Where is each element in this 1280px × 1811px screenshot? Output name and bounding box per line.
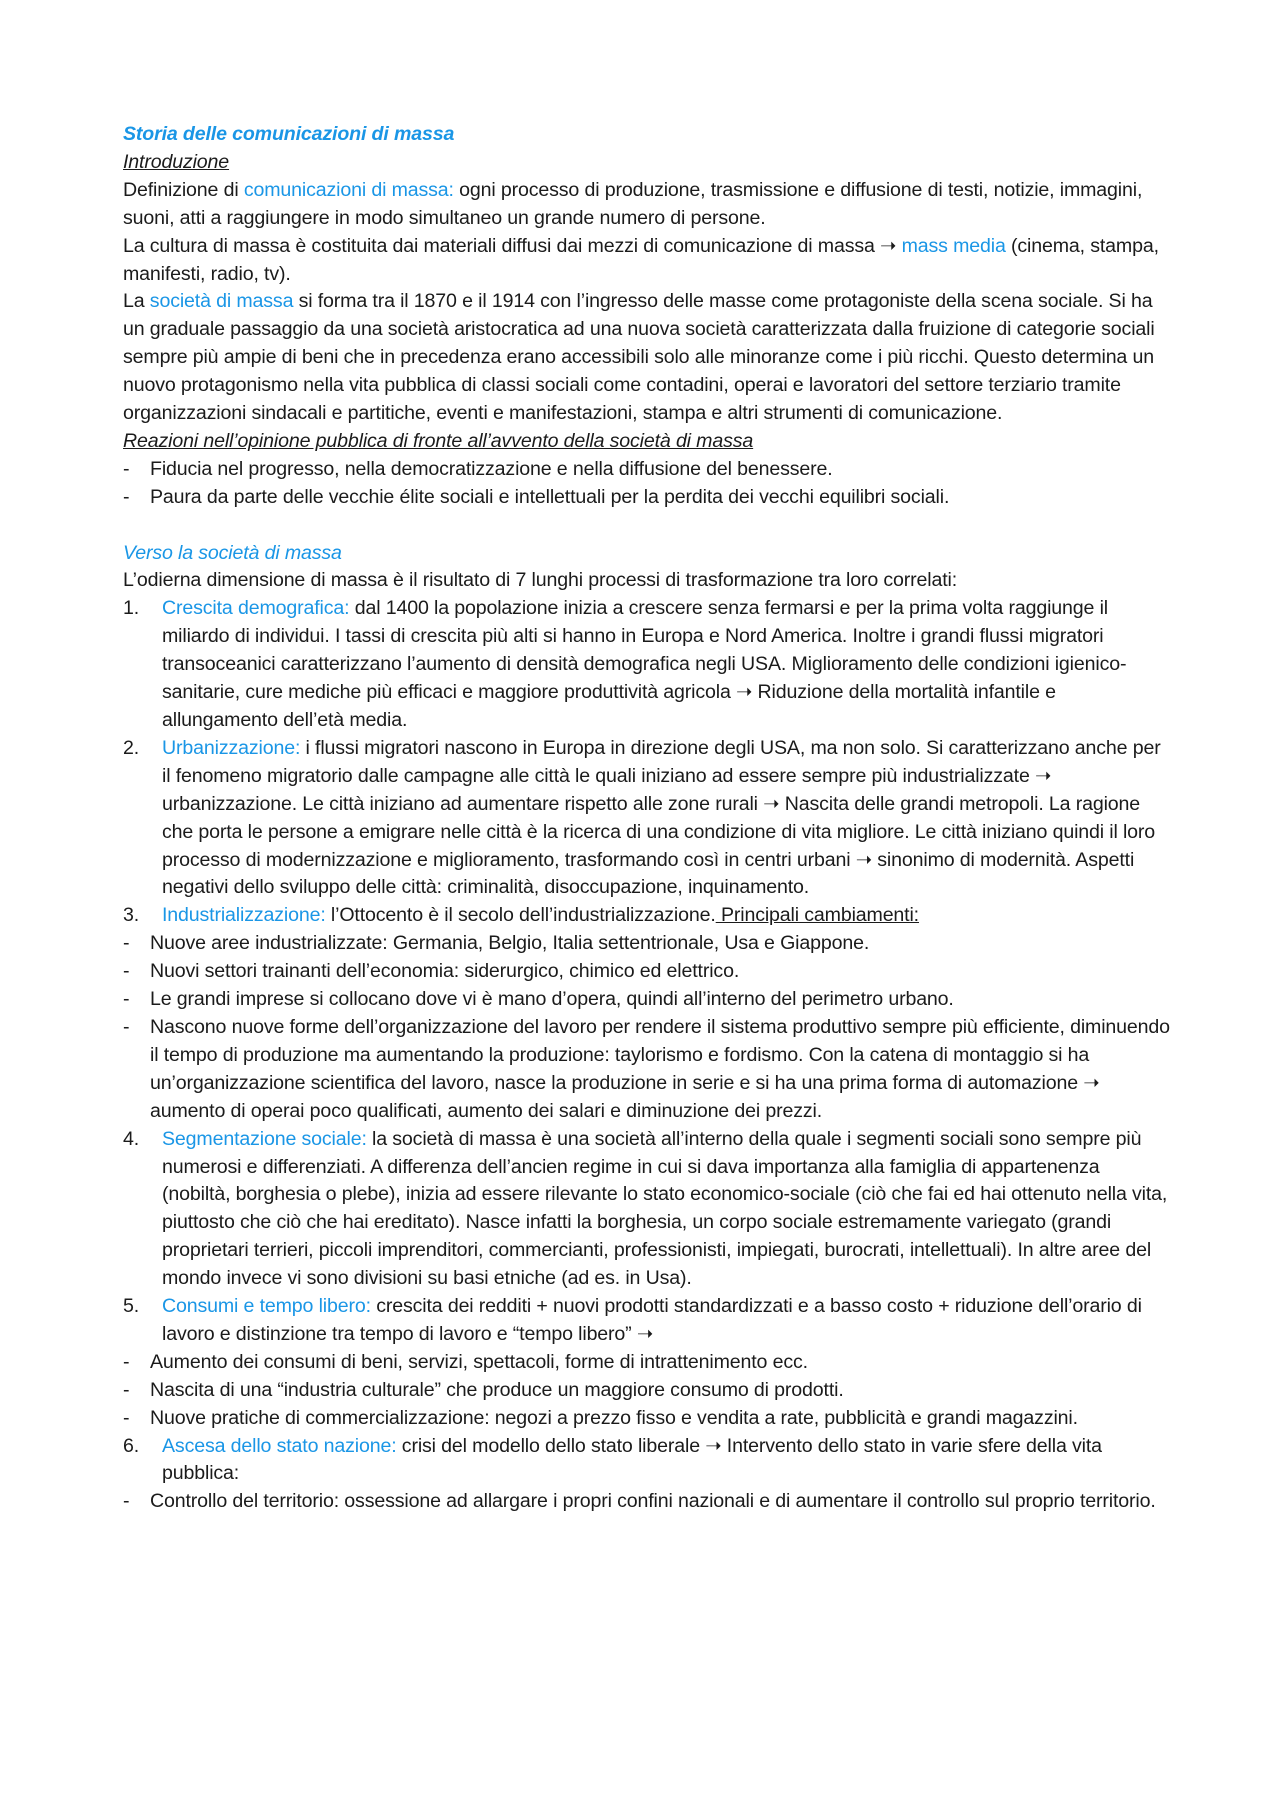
dash-marker: - [123, 1350, 130, 1373]
text: si forma tra il 1870 e il 1914 con l’ingresso delle masse come protagoniste della scena sociale. Si ha un graduale passaggio da una società aristocratica ad una nuova società caratterizzata dalla fruizione di categorie sociali sempre più ampie di beni che in precedenza erano accessibili solo alle minoranze come i più ricchi. Questo determina un nuovo protagonismo nella vita pubblica di classi sociali come contadini, operai e lavoratori del settore terziario tramite organizzazioni sindacali e partitiche, eventi e manifestazioni, stampa e altri strumenti di comunicazione. [123, 290, 1155, 425]
item-text: crescita dei redditi + nuovi prodotti standardizzati e a basso costo + riduzione dell’orario di lavoro e distinzione tra tempo di lavoro e “tempo libero” ➝ [162, 1295, 1142, 1345]
dash-marker: - [123, 485, 130, 508]
dash-marker: - [123, 1490, 130, 1513]
highlighted-term: Crescita demografica: [162, 597, 350, 620]
list-item [123, 1014, 1172, 1126]
list-item [123, 930, 1172, 958]
dash-marker: - [123, 1406, 130, 1429]
highlighted-term: Industrializzazione: [162, 904, 326, 927]
section-heading-verso: Verso la società di massa [123, 541, 342, 564]
list-item [123, 484, 1172, 512]
highlighted-term: mass media [901, 234, 1006, 257]
list-item-text: Nascita di una “industria culturale” che produce un maggiore consumo di prodotti. [150, 1378, 844, 1401]
text: La [123, 290, 150, 313]
list-item-text: Nascono nuove forme dell’organizzazione del lavoro per rendere il sistema produttivo sempre più efficiente, diminuendo il tempo di produzione ma aumentando la produzione: taylorismo e fordismo. Con la catena di montaggio si ha un’organizzazione scientifica del lavoro, nasce la produzione in serie e si ha una prima forma di automazione ➝ aumento di operai poco qualificati, aumento dei salari e diminuzione dei prezzi. [150, 1015, 1170, 1122]
section-heading-introduzione: Introduzione [123, 150, 230, 173]
paragraph-definizione [123, 177, 1172, 233]
list-item [123, 958, 1172, 986]
item-number: 6. [123, 1434, 140, 1457]
dash-marker: - [123, 960, 130, 983]
list-item [123, 1377, 1172, 1405]
text: La cultura di massa è costituita dai materiali diffusi dai mezzi di comunicazione di massa ➝ [123, 234, 902, 257]
list-item [123, 1349, 1172, 1377]
underlined-text: Principali cambiamenti: [715, 904, 919, 927]
highlighted-term: Ascesa dello stato nazione: [162, 1434, 397, 1457]
list-item-text: Nuove pratiche di commercializzazione: negozi a prezzo fisso e vendita a rate, pubblicità e grandi magazzini. [150, 1406, 1078, 1429]
dash-marker: - [123, 988, 130, 1011]
numbered-item [123, 1293, 1172, 1349]
paragraph-societa-di-massa [123, 288, 1172, 428]
list-item [123, 986, 1172, 1014]
item-number: 4. [123, 1127, 140, 1150]
list-item-text: Controllo del territorio: ossessione ad allargare i propri confini nazionali e di aumentare il controllo sul proprio territorio. [150, 1490, 1156, 1513]
highlighted-term: società di massa [149, 290, 294, 313]
highlighted-term: Consumi e tempo libero: [162, 1295, 371, 1318]
list-item-text: Nuovi settori trainanti dell’economia: siderurgico, chimico ed elettrico. [150, 960, 740, 983]
spacer [123, 512, 1172, 540]
list-item [123, 1488, 1172, 1516]
list-item-text: Le grandi imprese si collocano dove vi è mano d’opera, quindi all’interno del perimetro urbano. [150, 988, 954, 1011]
text: Definizione di [123, 178, 244, 201]
list-item [123, 1405, 1172, 1433]
numbered-item [123, 902, 1172, 930]
list-item-text: Paura da parte delle vecchie élite sociali e intellettuali per la perdita dei vecchi equilibri sociali. [150, 485, 950, 508]
numbered-item [123, 735, 1172, 902]
dash-marker: - [123, 457, 130, 480]
item-text: la società di massa è una società all’interno della quale i segmenti sociali sono sempre più numerosi e differenziati. A differenza dell’ancien regime in cui si dava importanza alla famiglia di appartenenza (nobiltà, borghesia o plebe), inizia ad essere rilevante lo stato economico-sociale (ciò che fai ed hai ottenuto nella vita, piuttosto che ciò che hai ereditato). Nasce infatti la borghesia, un corpo sociale estremamente variegato (grandi proprietari terrieri, piccoli imprenditori, commercianti, professionisti, impiegati, burocrati, intellettuali). In altre aree del mondo invece vi sono divisioni su basi etniche (ad es. in Usa). [162, 1127, 1168, 1290]
numbered-item [123, 1126, 1172, 1293]
paragraph-lead: L’odierna dimensione di massa è il risultato di 7 lunghi processi di trasformazione tra loro correlati: [123, 569, 958, 592]
list-item-text: Fiducia nel progresso, nella democratizzazione e nella diffusione del benessere. [150, 457, 833, 480]
highlighted-term: Segmentazione sociale: [162, 1127, 367, 1150]
text: (cinema, stampa, manifesti, radio, tv). [123, 234, 1159, 285]
numbered-item [123, 1433, 1172, 1489]
highlighted-term: Urbanizzazione: [162, 736, 301, 759]
item-number: 2. [123, 736, 140, 759]
item-number: 1. [123, 597, 140, 620]
list-item-text: Aumento dei consumi di beni, servizi, spettacoli, forme di intrattenimento ecc. [150, 1350, 808, 1373]
list-item [123, 456, 1172, 484]
item-text: dal 1400 la popolazione inizia a crescere senza fermarsi e per la prima volta raggiunge il miliardo di individui. I tassi di crescita più alti si hanno in Europa e Nord America. Inoltre i grandi flussi migratori transoceanici caratterizzano l’aumento di densità demografica negli USA. Miglioramento delle condizioni igienico-sanitarie, cure mediche più efficaci e maggiore produttività agricola ➝ Riduzione della mortalità infantile e allungamento dell’età media. [162, 597, 1127, 732]
reactions-heading: Reazioni nell’opinione pubblica di fronte all’avvento della società di massa [123, 429, 754, 452]
paragraph-cultura-di-massa [123, 233, 1172, 289]
item-text: l’Ottocento è il secolo dell’industrializzazione. [325, 904, 716, 927]
dash-marker: - [123, 932, 130, 955]
list-item-text: Nuove aree industrializzate: Germania, Belgio, Italia settentrionale, Usa e Giappone. [150, 932, 870, 955]
document-title: Storia delle comunicazioni di massa [123, 123, 455, 145]
item-number: 5. [123, 1295, 140, 1318]
highlighted-term: comunicazioni di massa: [243, 178, 454, 201]
numbered-item [123, 595, 1172, 735]
text: ogni processo di produzione, trasmissione e diffusione di testi, notizie, immagini, suoni, atti a raggiungere in modo simultaneo un grande numero di persone. [123, 178, 1143, 229]
item-text: crisi del modello dello stato liberale ➝ Intervento dello stato in varie sfere della vita pubblica: [162, 1434, 1102, 1485]
item-number: 3. [123, 904, 140, 927]
dash-marker: - [123, 1378, 130, 1401]
dash-marker: - [123, 1015, 130, 1038]
item-text: i flussi migratori nascono in Europa in direzione degli USA, ma non solo. Si caratterizzano anche per il fenomeno migratorio dalle campagne alle città le quali iniziano ad essere sempre più industrializzate ➝ urbanizzazione. Le città iniziano ad aumentare rispetto alle zone rurali ➝ Nascita delle grandi metropoli. La ragione che porta le persone a emigrare nelle città è la ricerca di una condizione di vita migliore. Le città iniziano quindi il loro processo di modernizzazione e miglioramento, trasformando così in centri urbani ➝ sinonimo di modernità. Aspetti negativi dello sviluppo delle città: criminalità, disoccupazione, inquinamento. [162, 736, 1161, 899]
